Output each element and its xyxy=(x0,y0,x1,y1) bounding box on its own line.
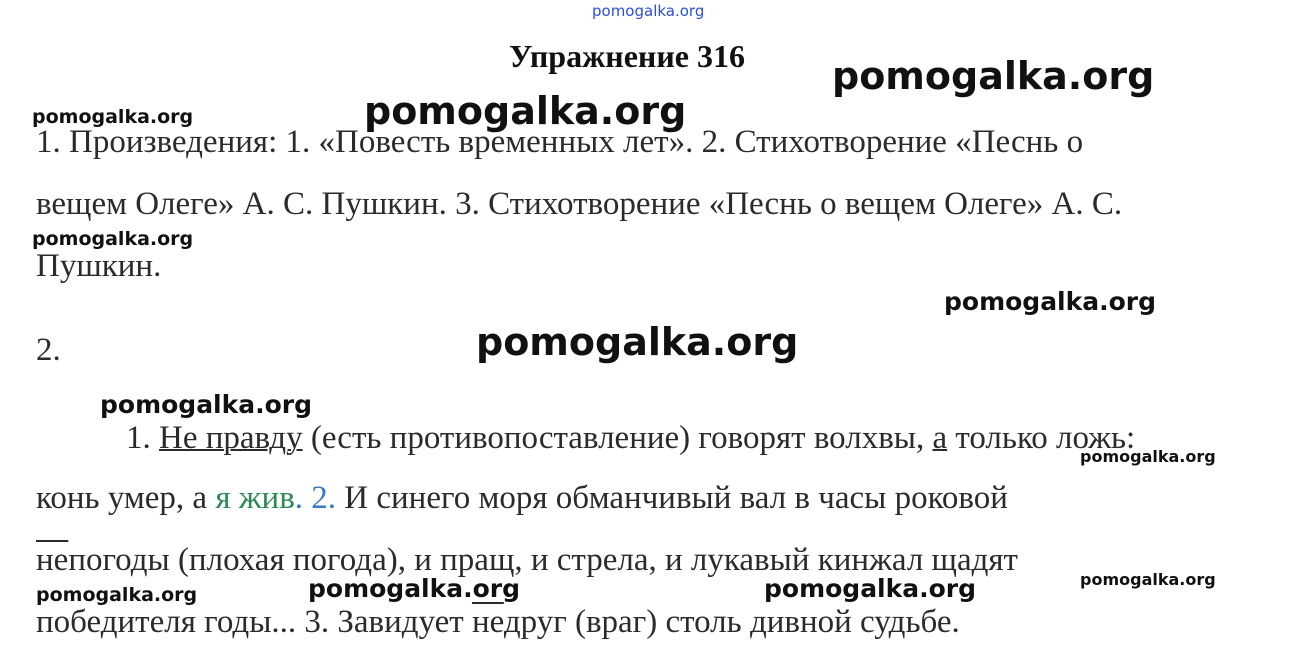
watermark: pomogalka.org xyxy=(476,320,799,364)
text-line xyxy=(126,420,1135,457)
text-line: вещем Олеге» А. С. Пушкин. 3. Стихотворение «Песнь о вещем Олеге» А. С. xyxy=(36,186,1123,222)
watermark: pomogalka.org xyxy=(308,574,521,603)
text-line xyxy=(36,604,960,641)
text-span: конь умер, а xyxy=(36,480,216,516)
watermark: pomogalka.org xyxy=(1080,447,1216,466)
overlined-text: не xyxy=(36,542,69,578)
overlined-text: не xyxy=(471,604,504,640)
watermark: pomogalka.org xyxy=(32,106,194,128)
watermark-top: pomogalka.org xyxy=(592,2,705,20)
watermark: pomogalka.org xyxy=(100,390,313,419)
text-line: Пушкин. xyxy=(36,248,162,284)
page-title: Упражнение 316 xyxy=(508,38,745,74)
text-span: друг (враг) столь дивной судьбе. xyxy=(503,604,960,640)
text-line: 1. Произведения: 1. «Повесть временных лет». 2. Стихотворение «Песнь о xyxy=(36,124,1084,160)
watermark: pomogalka.org xyxy=(364,89,687,133)
text-span: погоды (плохая погода), и пращ, и стрела, и лукавый кинжал щадят xyxy=(68,542,1018,578)
highlighted-text: я жив xyxy=(215,480,295,516)
watermark: pomogalka.org xyxy=(764,574,977,603)
text-span: только ложь: xyxy=(947,420,1136,456)
text-line xyxy=(36,480,1008,517)
text-span: (есть противопоставление) говорят волхвы, xyxy=(302,420,933,456)
watermark: pomogalka.org xyxy=(36,584,198,606)
text-span: 1. xyxy=(126,420,159,456)
highlighted-text: . 2. xyxy=(294,480,345,516)
watermark: pomogalka.org xyxy=(944,287,1157,316)
text-span: И синего моря обманчивый вал в часы роковой xyxy=(344,480,1008,516)
section-number: 2. xyxy=(36,332,61,368)
watermark: pomogalka.org xyxy=(832,54,1155,98)
watermark: pomogalka.org xyxy=(1080,570,1216,589)
underlined-text: а xyxy=(932,420,948,456)
watermark: pomogalka.org xyxy=(32,228,194,250)
underlined-text: Не правду xyxy=(159,420,303,456)
text-span: победителя годы... 3. Завидует xyxy=(36,604,472,640)
